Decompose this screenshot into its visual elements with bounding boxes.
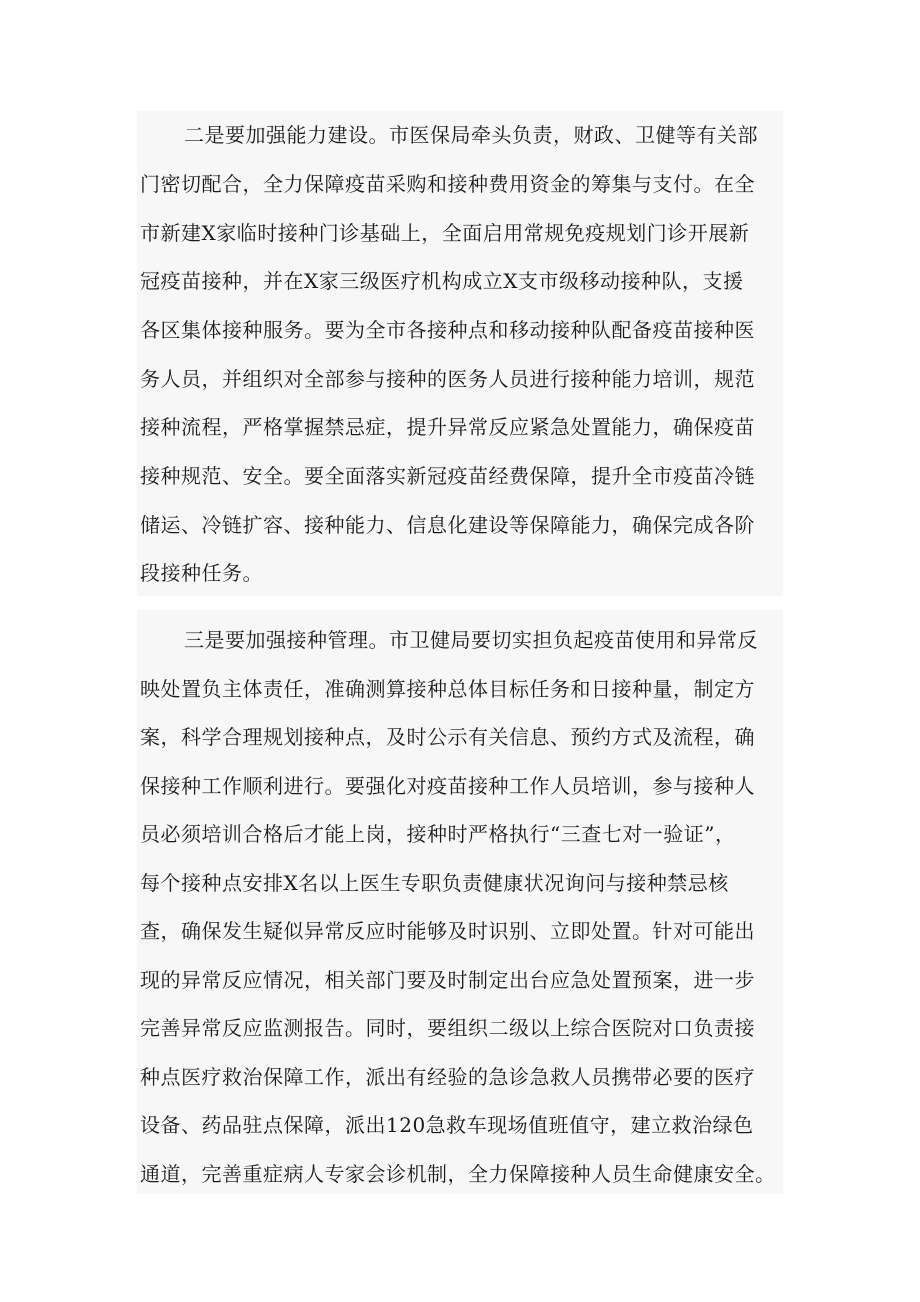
paragraph-line: 设备、药品驻点保障，派出120急救车现场值班值守，建立救治绿色 [140,1113,754,1137]
paragraph-line: 每个接种点安排X名以上医生专职负责健康状况询问与接种禁忌核 [140,871,729,895]
paragraph-line: 冠疫苗接种，并在X家三级医疗机构成立X支市级移动接种队，支援 [140,269,744,293]
paragraph-line: 种点医疗救治保障工作，派出有经验的急诊急救人员携带必要的医疗 [140,1065,755,1089]
paragraph-line: 段接种任务。 [140,561,263,585]
paragraph-line: 三是要加强接种管理。市卫健局要切实担负起疫苗使用和异常反 [184,628,758,652]
paragraph-line: 接种规范、安全。要全面落实新冠疫苗经费保障，提升全市疫苗冷链 [140,464,755,488]
paragraph-line: 保接种工作顺利进行。要强化对疫苗接种工作人员培训，参与接种人 [140,774,755,798]
paragraph-line: 查，确保发生疑似异常反应时能够及时识别、立即处置。针对可能出 [140,919,755,943]
paragraph-line: 各区集体接种服务。要为全市各接种点和移动接种队配备疫苗接种医 [140,318,755,342]
paragraph-line: 市新建X家临时接种门诊基础上，全面启用常规免疫规划门诊开展新 [140,221,750,245]
paragraph-line: 接种流程，严格掌握禁忌症，提升异常反应紧急处置能力，确保疫苗 [140,415,755,439]
paragraph-vaccination-management [137,610,783,1194]
paragraph-line: 案，科学合理规划接种点，及时公示有关信息、预约方式及流程，确 [140,725,755,749]
paragraph-line: 映处置负主体责任，准确测算接种总体目标任务和日接种量，制定方 [140,677,755,701]
paragraph-line: 二是要加强能力建设。市医保局牵头负责，财政、卫健等有关部 [184,123,758,147]
paragraph-line: 现的异常反应情况，相关部门要及时制定出台应急处置预案，进一步 [140,968,755,992]
paragraph-capacity-building [137,111,783,596]
paragraph-line: 通道，完善重症病人专家会诊机制，全力保障接种人员生命健康安全。 [140,1162,776,1186]
paragraph-line: 务人员，并组织对全部参与接种的医务人员进行接种能力培训，规范 [140,367,755,391]
paragraph-line: 员必须培训合格后才能上岗，接种时严格执行“三查七对一验证”， [140,822,736,846]
paragraph-line: 门密切配合，全力保障疫苗采购和接种费用资金的筹集与支付。在全 [140,172,755,196]
paragraph-line: 完善异常反应监测报告。同时，要组织二级以上综合医院对口负责接 [140,1016,755,1040]
paragraph-line: 储运、冷链扩容、接种能力、信息化建设等保障能力，确保完成各阶 [140,513,755,537]
